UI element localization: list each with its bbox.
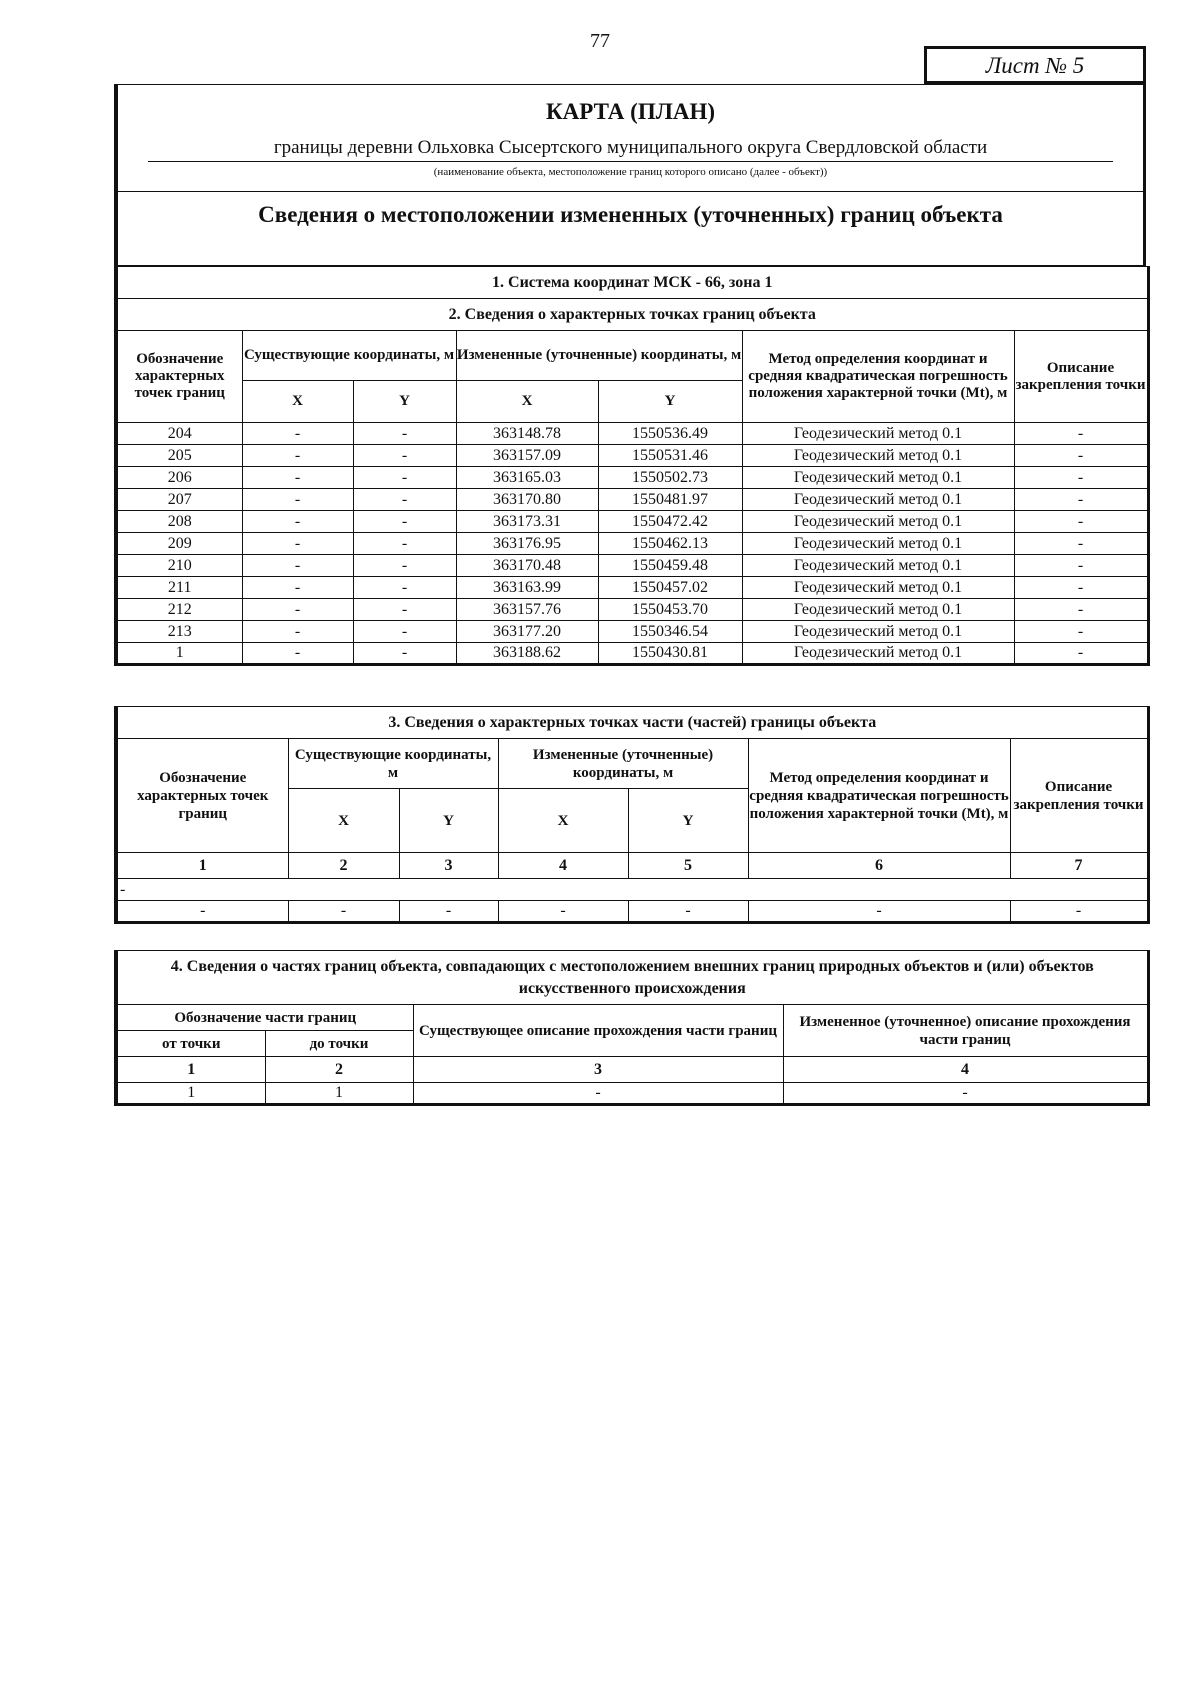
cell-desc: - — [1014, 621, 1148, 643]
cell-y: 1550481.97 — [598, 489, 742, 511]
cell-ey: - — [353, 533, 456, 555]
column-number: 3 — [399, 853, 498, 879]
table-cell: - — [628, 901, 748, 923]
table-row — [116, 901, 1148, 923]
cell-method: Геодезический метод 0.1 — [742, 489, 1014, 511]
cell-desc: - — [1014, 643, 1148, 665]
cell-ey: - — [353, 489, 456, 511]
cell-ex: - — [242, 423, 353, 445]
cell-y: 1550346.54 — [598, 621, 742, 643]
cell-desc: - — [1014, 445, 1148, 467]
cell-existing: - — [413, 1083, 783, 1105]
cell-point: 210 — [116, 555, 242, 577]
page-number: 77 — [590, 30, 610, 52]
table-row — [116, 555, 1148, 577]
table-cell: - — [399, 901, 498, 923]
cell-y: 1550462.13 — [598, 533, 742, 555]
cell-y: 1550453.70 — [598, 599, 742, 621]
col-changed-x: X — [498, 789, 628, 853]
cell-point: 204 — [116, 423, 242, 445]
column-number-row — [116, 1057, 1148, 1083]
cell-ex: - — [242, 533, 353, 555]
cell-method: Геодезический метод 0.1 — [742, 621, 1014, 643]
col-existing-y: Y — [399, 789, 498, 853]
cell-ey: - — [353, 511, 456, 533]
header-block — [114, 84, 1146, 266]
col-to: до точки — [265, 1031, 413, 1057]
cell-method: Геодезический метод 0.1 — [742, 511, 1014, 533]
cell-ey: - — [353, 423, 456, 445]
table-row — [116, 599, 1148, 621]
col-part: Обозначение части границ — [116, 1005, 413, 1031]
column-number: 4 — [783, 1057, 1148, 1083]
cell-y: 1550457.02 — [598, 577, 742, 599]
cell-ex: - — [242, 489, 353, 511]
cell-method: Геодезический метод 0.1 — [742, 533, 1014, 555]
cell-y: 1550472.42 — [598, 511, 742, 533]
cell-method: Геодезический метод 0.1 — [742, 555, 1014, 577]
cell-point: 205 — [116, 445, 242, 467]
cell-method: Геодезический метод 0.1 — [742, 599, 1014, 621]
column-number: 6 — [748, 853, 1010, 879]
col-point: Обозначение характерных точек границ — [116, 331, 242, 423]
table-cell: - — [288, 901, 399, 923]
cell-ex: - — [242, 467, 353, 489]
table-row — [116, 1083, 1148, 1105]
cell-x: 363173.31 — [456, 511, 598, 533]
col-changed: Измененные (уточненные) координаты, м — [456, 331, 742, 381]
cell-ey: - — [353, 643, 456, 665]
cell-desc: - — [1014, 599, 1148, 621]
column-number-row — [116, 853, 1148, 879]
cell-y: 1550502.73 — [598, 467, 742, 489]
cell-ex: - — [242, 445, 353, 467]
col-from: от точки — [116, 1031, 265, 1057]
table-row — [116, 621, 1148, 643]
col-method: Метод определения координат и средняя квадратическая погрешность положения характерной точки (Mt), м — [742, 331, 1014, 423]
cell-y: 1550430.81 — [598, 643, 742, 665]
cell-ex: - — [242, 621, 353, 643]
cell-point: 209 — [116, 533, 242, 555]
col-existing-y: Y — [353, 381, 456, 423]
coord-system-caption: 1. Система координат МСК - 66, зона 1 — [116, 267, 1148, 299]
cell-method: Геодезический метод 0.1 — [742, 467, 1014, 489]
cell-to: 1 — [265, 1083, 413, 1105]
cell-ex: - — [242, 511, 353, 533]
sheet-label: Лист № 5 — [924, 46, 1146, 84]
cell-method: Геодезический метод 0.1 — [742, 577, 1014, 599]
cell-x: 363170.80 — [456, 489, 598, 511]
cell-y: 1550536.49 — [598, 423, 742, 445]
table-cell: - — [1010, 901, 1148, 923]
table-cell: - — [748, 901, 1010, 923]
part-points-table — [114, 706, 1150, 924]
table-row — [116, 423, 1148, 445]
cell-changed: - — [783, 1083, 1148, 1105]
col-existing: Существующие координаты, м — [288, 739, 498, 789]
cell-desc: - — [1014, 511, 1148, 533]
cell-ey: - — [353, 555, 456, 577]
column-number: 2 — [288, 853, 399, 879]
cell-y: 1550531.46 — [598, 445, 742, 467]
column-number: 1 — [116, 1057, 265, 1083]
table-cell: - — [498, 901, 628, 923]
boundary-points-table — [114, 266, 1150, 666]
cell-method: Геодезический метод 0.1 — [742, 423, 1014, 445]
cell-from: 1 — [116, 1083, 265, 1105]
cell-ex: - — [242, 555, 353, 577]
column-number: 5 — [628, 853, 748, 879]
section2-heading: 2. Сведения о характерных точках границ объекта — [116, 299, 1148, 331]
table-row — [116, 643, 1148, 665]
cell-point: 211 — [116, 577, 242, 599]
cell-x: 363157.76 — [456, 599, 598, 621]
header-divider — [118, 191, 1143, 192]
cell-ey: - — [353, 577, 456, 599]
section-title: Сведения о местоположении измененных (уточненных) границ объекта — [258, 202, 1003, 227]
col-changed-y: Y — [598, 381, 742, 423]
cell-x: 363176.95 — [456, 533, 598, 555]
cell-desc: - — [1014, 467, 1148, 489]
col-description: Описание закрепления точки — [1014, 331, 1148, 423]
cell-ey: - — [353, 621, 456, 643]
cell-point: 206 — [116, 467, 242, 489]
col-existing-x: X — [242, 381, 353, 423]
column-number: 7 — [1010, 853, 1148, 879]
cell-x: 363177.20 — [456, 621, 598, 643]
cell-x: 363188.62 — [456, 643, 598, 665]
column-number: 3 — [413, 1057, 783, 1083]
table-row — [116, 577, 1148, 599]
cell-point: 1 — [116, 643, 242, 665]
cell-ex: - — [242, 643, 353, 665]
cell-x: 363148.78 — [456, 423, 598, 445]
table-row — [116, 511, 1148, 533]
column-number: 1 — [116, 853, 288, 879]
section3-heading: 3. Сведения о характерных точках части (частей) границы объекта — [116, 707, 1148, 739]
cell-y: 1550459.48 — [598, 555, 742, 577]
cell-ey: - — [353, 467, 456, 489]
col-changed-desc: Измененное (уточненное) описание прохождения части границ — [783, 1005, 1148, 1057]
cell-desc: - — [1014, 555, 1148, 577]
cell-x: 363157.09 — [456, 445, 598, 467]
cell-ex: - — [242, 599, 353, 621]
part-row: - — [116, 879, 1148, 901]
document-title: КАРТА (ПЛАН) — [545, 99, 716, 124]
document-caption: (наименование объекта, местоположение границ которого описано (далее - объект)) — [433, 166, 828, 178]
col-existing: Существующие координаты, м — [242, 331, 456, 381]
col-point: Обозначение характерных точек границ — [116, 739, 288, 853]
cell-x: 363170.48 — [456, 555, 598, 577]
cell-method: Геодезический метод 0.1 — [742, 643, 1014, 665]
document-subtitle: границы деревни Ольховка Сысертского муниципального округа Свердловской области — [148, 137, 1113, 162]
col-existing-x: X — [288, 789, 399, 853]
table-row — [116, 489, 1148, 511]
table-row — [116, 533, 1148, 555]
cell-desc: - — [1014, 577, 1148, 599]
col-changed-x: X — [456, 381, 598, 423]
col-existing-desc: Существующее описание прохождения части границ — [413, 1005, 783, 1057]
col-method: Метод определения координат и средняя квадратическая погрешность положения характерной точки (Mt), м — [748, 739, 1010, 853]
table-row — [116, 445, 1148, 467]
column-number: 2 — [265, 1057, 413, 1083]
col-changed-y: Y — [628, 789, 748, 853]
cell-point: 208 — [116, 511, 242, 533]
cell-ey: - — [353, 599, 456, 621]
cell-ey: - — [353, 445, 456, 467]
column-number: 4 — [498, 853, 628, 879]
cell-ex: - — [242, 577, 353, 599]
boundary-parts-table — [114, 950, 1150, 1106]
table-row — [116, 467, 1148, 489]
section4-heading: 4. Сведения о частях границ объекта, совпадающих с местоположением внешних границ природных объектов и (или) объектов искусственного происхождения — [116, 951, 1148, 1005]
col-description: Описание закрепления точки — [1010, 739, 1148, 853]
cell-point: 207 — [116, 489, 242, 511]
cell-x: 363163.99 — [456, 577, 598, 599]
cell-point: 213 — [116, 621, 242, 643]
cell-x: 363165.03 — [456, 467, 598, 489]
table-cell: - — [116, 901, 288, 923]
col-changed: Измененные (уточненные) координаты, м — [498, 739, 748, 789]
cell-method: Геодезический метод 0.1 — [742, 445, 1014, 467]
cell-desc: - — [1014, 533, 1148, 555]
cell-desc: - — [1014, 423, 1148, 445]
cell-desc: - — [1014, 489, 1148, 511]
cell-point: 212 — [116, 599, 242, 621]
